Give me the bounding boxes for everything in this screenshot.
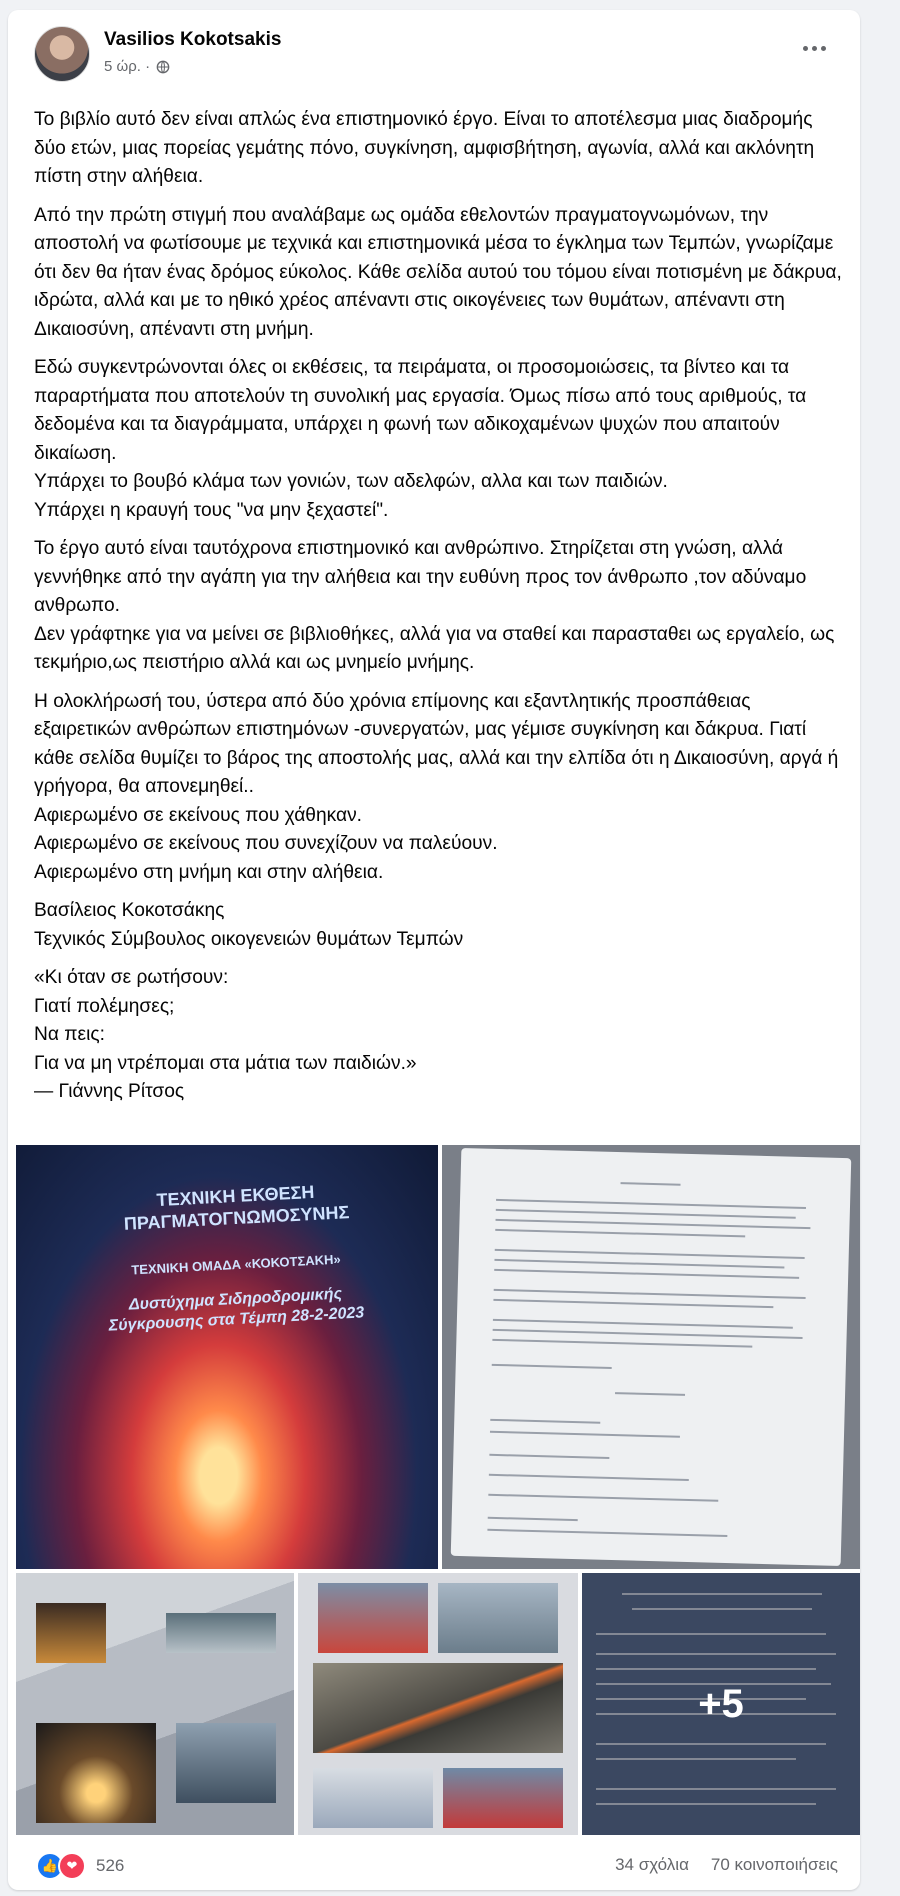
post-meta xyxy=(104,58,170,75)
post-paragraph: «Κι όταν σε ρωτήσουν: Γιατί πολέμησες; Να πεις: Για να μη ντρέπομαι στα μάτια των παιδιών.» — Γιάννης Ρίτσος xyxy=(34,967,417,1102)
cover-title: ΤΕΧΝΙΚΗ ΕΚΘΕΣΗ ΠΡΑΓΜΑΤΟΓΝΩΜΟΣΥΝΗΣ xyxy=(123,1181,350,1234)
post-paragraph: Το έργο αυτό είναι ταυτόχρονα επιστημονικό και ανθρώπινο. Στηρίζεται στη γνώση, αλλά γεννήθηκε από την αγάπη για την αλήθεια και την ευθύνη προς τον άνθρωπο ,τον αδύναμο ανθρωπο. Δεν γράφτηκε για να μείνει σε βιβλιοθήκες, αλλά για να σταθεί και παρασταθει ως εργαλείο, ως τεκμήριο,ως πειστήριο αλλά και ως μνημείο μνήμης. xyxy=(34,538,835,673)
document-paper xyxy=(451,1148,852,1566)
more-photos-count[interactable]: +5 xyxy=(582,1573,860,1835)
post-text xyxy=(34,106,842,1117)
post-stats xyxy=(615,1855,838,1875)
post-paragraph: Η ολοκλήρωσή του, ύστερα από δύο χρόνια επίμονης και εξαντλητικής προσπάθειας εξαιρετικών ανθρώπων επιστημόνων -συνεργατών, μας γέμισε συγκίνηση και δάκρυα. Γιατί κάθε σελίδα θυμίζει το βάρος της αποστολής μας, αλλά και την ελπίδα ότι η Δικαιοσύνη, αργά ή γρήγορα, θα απονεμηθεί.. Αφιερωμένο σε εκείνους που χάθηκαν. Αφιερωμένο σε εκείνους που συνεχίζουν να παλεύουν. Αφιερωμένο στη μνήμη και στην αλήθεια. xyxy=(34,690,839,883)
shares-count[interactable]: 70 κοινοποιήσεις xyxy=(710,1855,838,1874)
like-icon: 👍 xyxy=(36,1852,64,1880)
reactions[interactable] xyxy=(36,1852,124,1880)
avatar[interactable] xyxy=(34,26,90,82)
photo-grid xyxy=(8,1145,860,1835)
post-paragraph: Το βιβλίο αυτό δεν είναι απλώς ένα επιστημονικό έργο. Είναι το αποτέλεσμα μιας διαδρομής δύο ετών, μιας πορείας γεμάτης πόνο, συγκίνηση, αμφισβήτηση, αγωνία, αλλά και ακλόνητη πίστη στην αλήθεια. xyxy=(34,109,815,187)
photo-document-page[interactable] xyxy=(442,1145,860,1569)
comments-count[interactable]: 34 σχόλια xyxy=(615,1855,689,1874)
photo-book-cover[interactable] xyxy=(16,1145,438,1569)
post-card xyxy=(8,10,860,1890)
photo-report-spread[interactable] xyxy=(16,1573,294,1835)
post-paragraph: Από την πρώτη στιγμή που αναλάβαμε ως ομάδα εθελοντών πραγματογνωμόνων, την αποστολή να φωτίσουμε με τεχνικά και επιστημονικά μέσα το έγκλημα των Τεμπών, γνωρίζαμε ότι δεν θα ήταν ένας δρόμος εύκολος. Κάθε σελίδα αυτού του τόμου είναι ποτισμένη με δάκρυα, ιδρώτα, αλλά και με το ηθικό χρέος απέναντι στις οικογένειες των θυμάτων, απέναντι στη Δικαιοσύνη, απέναντι στη μνήμη. xyxy=(34,204,842,340)
post-time[interactable]: 5 ώρ. · xyxy=(104,58,151,75)
cover-subtitle: Δυστύχημα Σιδηροδρομικής Σύγκρουσης στα Τέμπη 28-2-2023 xyxy=(108,1285,365,1335)
photo-more[interactable] xyxy=(582,1573,860,1835)
more-options-icon[interactable] xyxy=(796,38,832,58)
post-paragraph: Βασίλειος Κοκοτσάκης Τεχνικός Σύμβουλος οικογενειών θυμάτων Τεμπών xyxy=(34,900,464,950)
reaction-count[interactable]: 526 xyxy=(96,1856,125,1875)
love-icon: ❤ xyxy=(58,1852,86,1880)
post-header xyxy=(8,10,860,90)
author-name[interactable]: Vasilios Kokotsakis xyxy=(104,29,282,50)
post-footer xyxy=(8,1840,860,1890)
post-paragraph: Εδώ συγκεντρώνονται όλες οι εκθέσεις, τα πειράματα, οι προσομοιώσεις, τα βίντεο και τα παραρτήματα που αποτελούν τη συνολική μας εργασία. Όμως πίσω από τους αριθμούς, τα δεδομένα και τα διαγράμματα, υπάρχει η φωνή των αδικοχαμένων ψυχών που απαιτούν δικαίωση. Υπάρχει το βουβό κλάμα των γονιών, των αδελφών, αλλα και των παιδιών. Υπάρχει η κραυγή τους "να μην ξεχαστεί". xyxy=(34,357,807,521)
cover-team: ΤΕΧΝΙΚΗ ΟΜΑΔΑ «ΚΟΚΟΤΣΑΚΗ» xyxy=(130,1251,342,1278)
globe-icon xyxy=(156,60,170,74)
photo-collage[interactable] xyxy=(298,1573,578,1835)
